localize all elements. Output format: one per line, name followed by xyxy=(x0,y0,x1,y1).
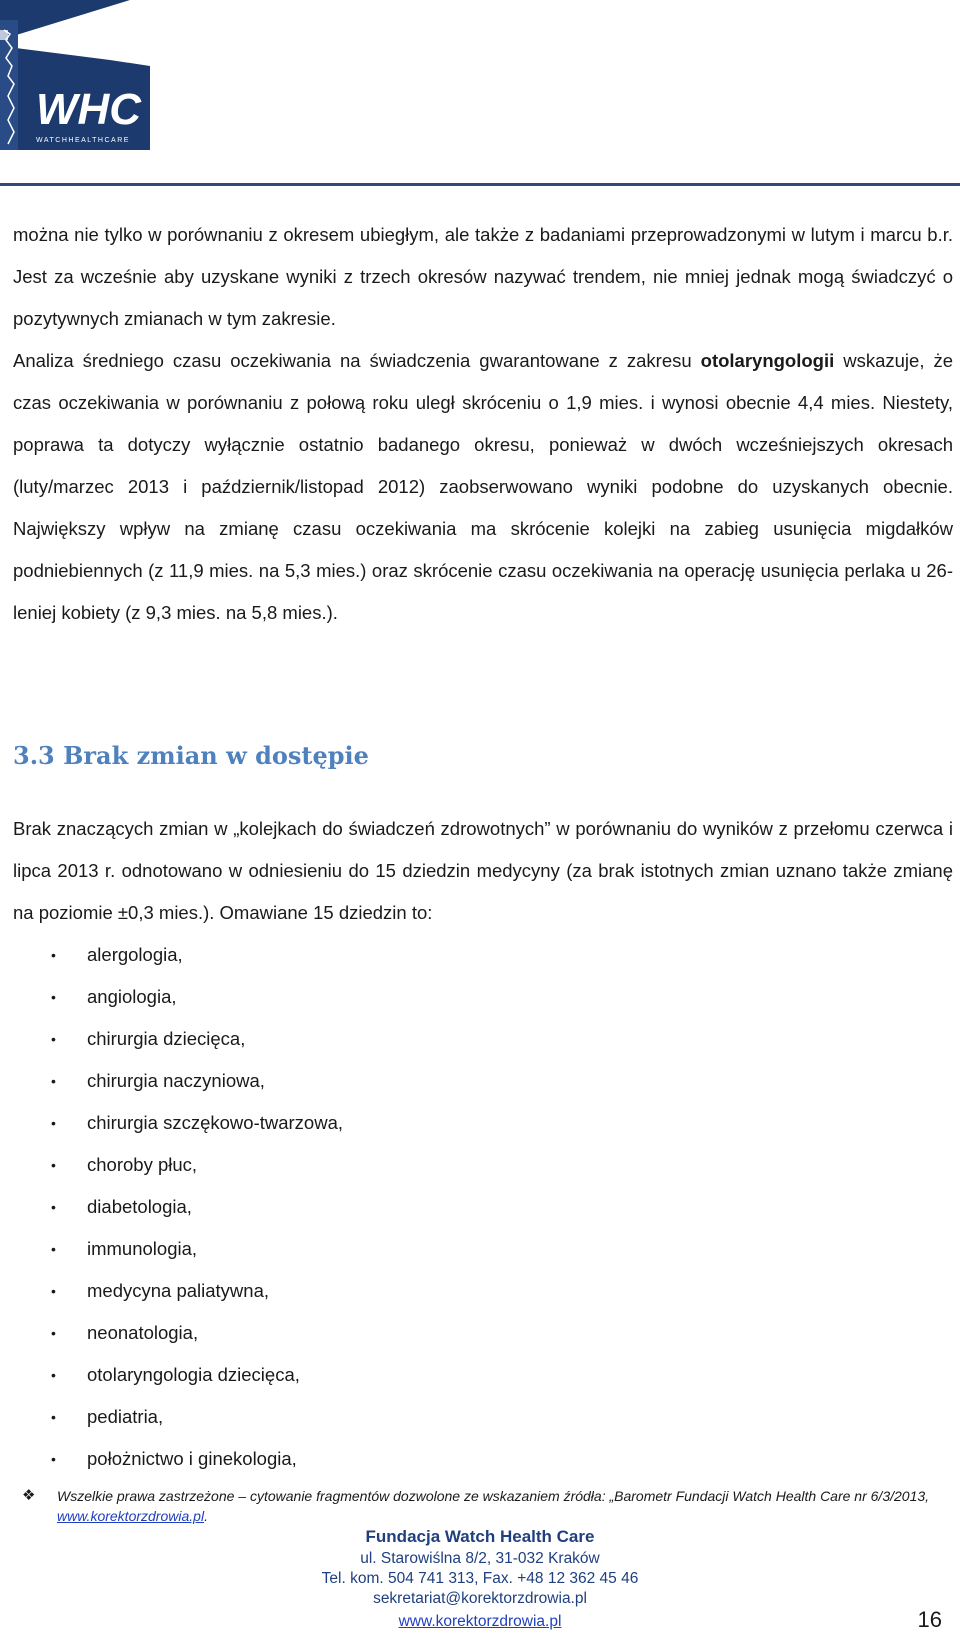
footer-address: ul. Starowiślna 8/2, 31-032 Kraków xyxy=(360,1550,600,1567)
bullet-icon: • xyxy=(51,1283,56,1299)
bullet-icon: • xyxy=(51,947,56,963)
section-heading: 3.3 Brak zmian w dostępie xyxy=(13,741,369,770)
bullet-icon: • xyxy=(51,989,56,1005)
list-item: • immunologia, xyxy=(0,1228,343,1270)
footer-org-name: Fundacja Watch Health Care xyxy=(365,1527,595,1546)
bullet-icon: • xyxy=(51,1157,56,1173)
bullet-icon: • xyxy=(51,1409,56,1425)
paragraph-2 xyxy=(13,340,953,634)
footer-phone: Tel. kom. 504 741 313, Fax. +48 12 362 45 46 xyxy=(321,1570,639,1587)
bullet-icon: • xyxy=(51,1451,56,1467)
paragraph-2-bold: otolaryngologii xyxy=(700,350,835,371)
paragraph-1: można nie tylko w porównaniu z okresem ubiegłym, ale także z badaniami przeprowadzonymi w lutym i marcu b.r. Jest za wcześnie aby uzyskane wyniki z trzech okresów nazywać trendem, nie mniej jednak mogą świadczyć o pozytywnych zmianach w tym zakresie. xyxy=(13,224,953,329)
whc-logo-icon xyxy=(0,0,160,158)
list-item: • choroby płuc, xyxy=(0,1144,343,1186)
list-item: • medycyna paliatywna, xyxy=(0,1270,343,1312)
svg-text:WATCHHEALTHCARE: WATCHHEALTHCARE xyxy=(36,137,130,144)
bullet-icon: • xyxy=(51,1031,56,1047)
copyright-footnote: ❖ Wszelkie prawa zastrzeżone – cytowanie fragmentów dozwolone ze wskazaniem źródła: „Barometr Fundacji Watch Health Care nr 6/3/2013, www.korektorzdrowia.pl. xyxy=(22,1487,930,1524)
diamond-bullet-icon: ❖ xyxy=(22,1487,36,1504)
list-item: • chirurgia dziecięca, xyxy=(0,1018,343,1060)
list-item: • otolaryngologia dziecięca, xyxy=(0,1354,343,1396)
list-item: • alergologia, xyxy=(0,934,343,976)
list-item: • pediatria, xyxy=(0,1396,343,1438)
list-item: • chirurgia naczyniowa, xyxy=(0,1060,343,1102)
footnote-link[interactable]: www.korektorzdrowia.pl xyxy=(57,1508,205,1524)
svg-text:WHC: WHC xyxy=(36,85,142,134)
bullet-icon: • xyxy=(51,1325,56,1341)
fields-list xyxy=(0,934,343,1480)
bullet-icon: • xyxy=(51,1115,56,1131)
footer-email[interactable]: sekretariat@korektorzdrowia.pl xyxy=(373,1590,587,1607)
paragraph-3: Brak znaczących zmian w „kolejkach do świadczeń zdrowotnych” w porównaniu do wyników z przełomu czerwca i lipca 2013 r. odnotowano w odniesieniu do 15 dziedzin medycyny (za brak istotnych zmian uznano także zmianę na poziomie ±0,3 mies.). Omawiane 15 dziedzin to: xyxy=(13,818,953,923)
footer-website-link[interactable]: www.korektorzdrowia.pl xyxy=(398,1613,562,1630)
paragraph-2-end: wskazuje, że czas oczekiwania w porównaniu z połową roku uległ skróceniu o 1,9 mies. i wynosi obecnie 4,4 mies. Niestety, poprawa ta dotyczy wyłącznie ostatnio badanego okresu, ponieważ w dwóch wcześniejszych okresach (luty/marzec 2013 i październik/listopad 2012) zaobserwowano wyniki podobne do uzyskanych obecnie. Największy wpływ na zmianę czasu oczekiwania ma skrócenie kolejki na zabieg usunięcia migdałków podniebiennych (z 11,9 mies. na 5,3 mies.) oraz skrócenie czasu oczekiwania na operację usunięcia perlaka u 26-leniej kobiety (z 9,3 mies. na 5,8 mies.). xyxy=(13,350,953,623)
list-item: • chirurgia szczękowo-twarzowa, xyxy=(0,1102,343,1144)
page-number: 16 xyxy=(917,1607,942,1632)
list-item: • angiologia, xyxy=(0,976,343,1018)
list-item: • diabetologia, xyxy=(0,1186,343,1228)
bullet-icon: • xyxy=(51,1199,56,1215)
bullet-icon: • xyxy=(51,1367,56,1383)
paragraph-2-start: Analiza średniego czasu oczekiwania na świadczenia gwarantowane z zakresu xyxy=(13,350,701,371)
footnote-text: Wszelkie prawa zastrzeżone – cytowanie fragmentów dozwolone ze wskazaniem źródła: „Barometr Fundacji Watch Health Care nr 6/3/2013, xyxy=(57,1488,930,1504)
bullet-icon: • xyxy=(51,1073,56,1089)
header-rule xyxy=(0,183,960,186)
bullet-icon: • xyxy=(51,1241,56,1257)
list-item: • neonatologia, xyxy=(0,1312,343,1354)
list-item: • położnictwo i ginekologia, xyxy=(0,1438,343,1480)
